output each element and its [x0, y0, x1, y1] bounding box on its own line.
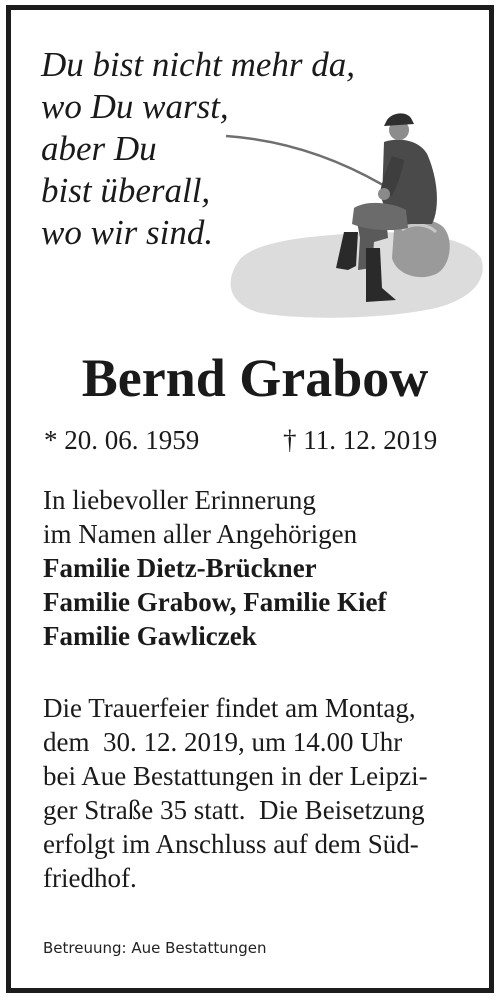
birth-date: * 20. 06. 1959: [44, 425, 200, 455]
motto-line: wo Du warst,: [41, 87, 229, 126]
deceased-name: Bernd Grabow: [81, 348, 429, 408]
family-line: Familie Grabow, Familie Kief: [43, 587, 387, 617]
motto-line: aber Du: [41, 129, 157, 168]
intro-line: im Namen aller Angehörigen: [43, 519, 358, 549]
ceremony-line: erfolgt im Anschluss auf dem Süd-: [43, 829, 419, 859]
motto-line: Du bist nicht mehr da,: [41, 45, 356, 84]
ceremony-line: ger Straße 35 statt. Die Beisetzung: [43, 795, 425, 825]
family-line: Familie Dietz-Brückner: [43, 553, 317, 583]
ceremony-line: dem 30. 12. 2019, um 14.00 Uhr: [43, 727, 403, 757]
funeral-home-credit: Betreuung: Aue Bestattungen: [43, 939, 267, 957]
motto-line: bist überall,: [41, 171, 211, 210]
ceremony-line: friedhof.: [43, 863, 137, 893]
obituary-frame: [6, 5, 494, 993]
death-date: † 11. 12. 2019: [283, 425, 438, 455]
mourners-block: [43, 483, 386, 653]
family-line: Familie Gawliczek: [43, 621, 257, 651]
ceremony-line: Die Trauerfeier findet am Montag,: [43, 693, 416, 723]
ceremony-line: bei Aue Bestattungen in der Leipzi-: [43, 761, 428, 791]
motto-line: wo wir sind.: [41, 213, 214, 252]
ceremony-notice: [43, 691, 428, 895]
fisherman-sitting-on-rock-icon: [216, 108, 491, 328]
intro-line: In liebevoller Erinnerung: [43, 485, 316, 515]
